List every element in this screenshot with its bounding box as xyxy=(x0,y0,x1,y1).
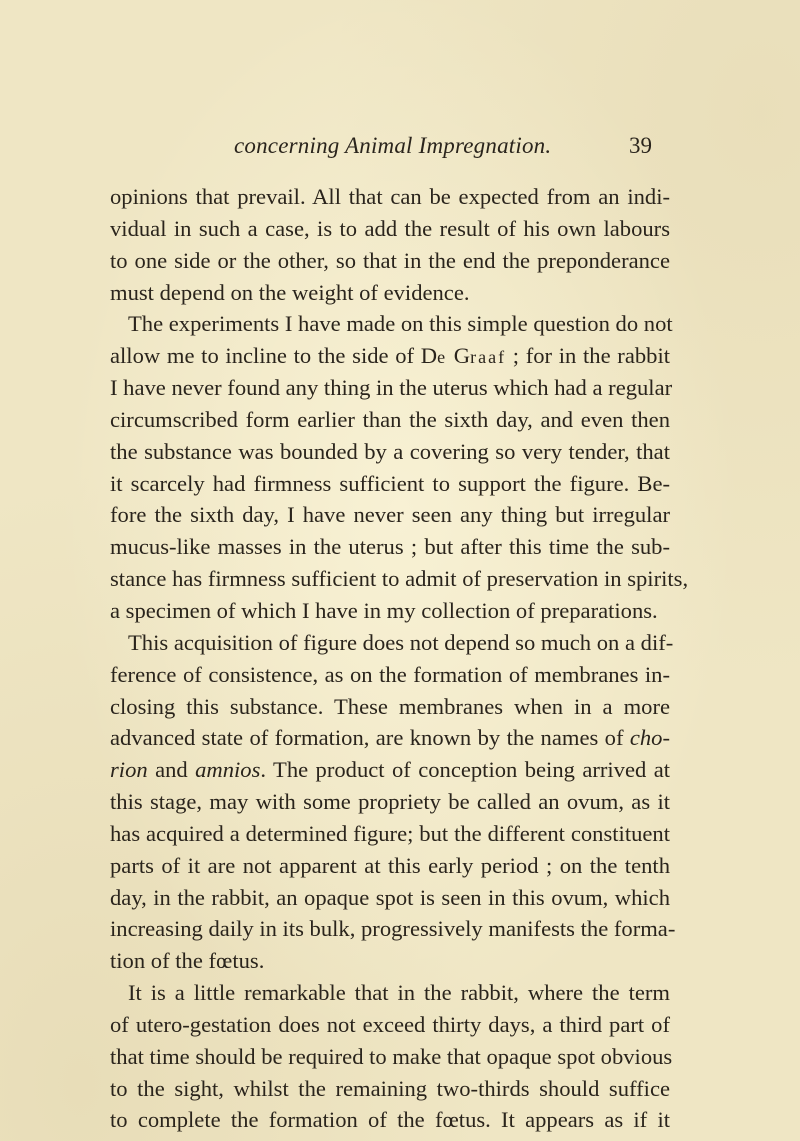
text-line: mucus-like masses in the uterus ; but after this time the sub- xyxy=(110,534,670,560)
page-header xyxy=(200,133,680,167)
text-line: It is a little remarkable that in the rabbit, where the term xyxy=(128,980,670,1006)
text-line: must depend on the weight of evidence. xyxy=(110,279,470,305)
text-run: . The product of conception being arrived at xyxy=(260,757,671,783)
text-line: to complete the formation of the fœtus. It appears as if it xyxy=(110,1107,670,1133)
text-line: This acquisition of figure does not depend so much on a dif- xyxy=(128,629,674,655)
text-run: ; for in the rabbit xyxy=(506,343,670,369)
author-name-smallcaps: raaf xyxy=(470,347,507,368)
text-line: this stage, may with some propriety be called an ovum, as it xyxy=(110,789,670,815)
text-line: to the sight, whilst the remaining two-thirds should suffice xyxy=(110,1075,670,1101)
text-line xyxy=(110,340,670,372)
text-line: the substance was bounded by a covering so very tender, that xyxy=(110,438,670,464)
text-run: and xyxy=(147,757,196,783)
text-line: parts of it are not apparent at this early period ; on the tenth xyxy=(110,852,670,878)
text-line: stance has firmness sufficient to admit of preservation in spirits, xyxy=(110,566,689,592)
body-text xyxy=(110,181,689,1136)
text-line: circumscribed form earlier than the sixth day, and even then xyxy=(110,406,670,432)
author-name-smallcaps: e xyxy=(437,347,448,368)
text-line: The experiments I have made on this simple question do not xyxy=(128,311,673,337)
text-line: fore the sixth day, I have never seen any thing but irregular xyxy=(110,502,670,528)
text-line: that time should be required to make that opaque spot obvious xyxy=(110,1043,673,1069)
text-line: of utero-gestation does not exceed thirty days, a third part of xyxy=(110,1011,670,1037)
running-title: concerning Animal Impregnation. xyxy=(234,133,552,158)
text-line: increasing daily in its bulk, progressively manifests the forma- xyxy=(110,916,676,942)
author-name-initial: D xyxy=(420,343,438,369)
text-line: has acquired a determined figure; but the different constituent xyxy=(110,820,670,846)
text-run: advanced state of formation, are known by the names of xyxy=(110,725,630,751)
italic-term: amnios xyxy=(195,757,261,783)
text-line: opinions that prevail. All that can be expected from an indi- xyxy=(110,184,670,209)
text-line: day, in the rabbit, an opaque spot is seen in this ovum, which xyxy=(110,884,670,910)
text-line: vidual in such a case, is to add the result of his own labours xyxy=(110,215,670,241)
text-line xyxy=(110,754,670,786)
text-line: ference of consistence, as on the formation of membranes in- xyxy=(110,661,670,687)
italic-term: cho- xyxy=(629,725,670,751)
text-line xyxy=(110,722,670,754)
page-number: 39 xyxy=(629,133,652,158)
text-line: I have never found any thing in the uterus which had a regular xyxy=(110,375,673,401)
text-line: it scarcely had firmness sufficient to support the figure. Be- xyxy=(110,470,670,496)
text-run: allow me to incline to the side of xyxy=(110,343,421,369)
text-line: to one side or the other, so that in the end the preponderance xyxy=(110,247,670,273)
italic-term: rion xyxy=(110,757,148,783)
text-run xyxy=(447,343,454,368)
author-name-initial: G xyxy=(453,343,471,369)
text-line: closing this substance. These membranes when in a more xyxy=(110,693,670,719)
text-line: a specimen of which I have in my collection of preparations. xyxy=(110,597,658,623)
text-line: tion of the fœtus. xyxy=(110,948,265,974)
